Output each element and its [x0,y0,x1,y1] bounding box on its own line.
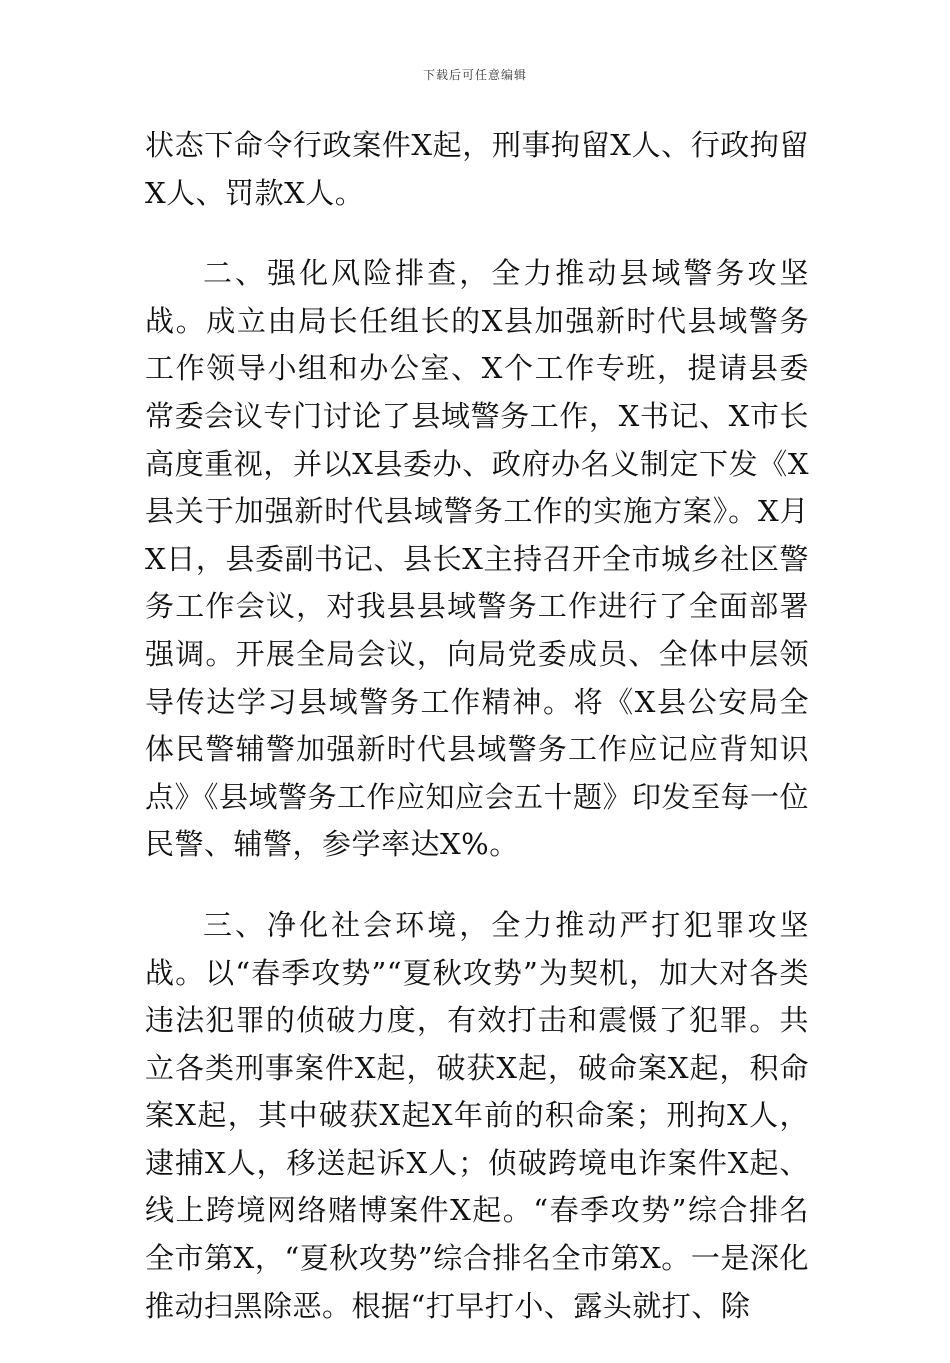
paragraph-section-two: 二、强化风险排查，全力推动县域警务攻坚战。成立由局长任组长的X县加强新时代县域警务工作领导小组和办公室、X个工作专班，提请县委常委会议专门讨论了县域警务工作，X书记、X市长高度重视，并以X县委办、政府办名义制定下发《X县关于加强新时代县域警务工作的实施方案》。X月X日，县委副书记、县长X主持召开全市城乡社区警务工作会议，对我县县域警务工作进行了全面部署强调。开展全局会议，向局党委成员、全体中层领导传达学习县域警务工作精神。将《X县公安局全体民警辅警加强新时代县域警务工作应记应背知识点》《县域警务工作应知应会五十题》印发至每一位民警、辅警，参学率达X%。 [145,256,810,862]
paragraph-continuation: 状态下命令行政案件X起，刑事拘留X人、行政拘留X人、罚款X人。 [145,128,809,210]
paragraph-section-three: 三、净化社会环境，全力推动严打犯罪攻坚战。以“春季攻势”“夏秋攻势”为契机，加大对各类违法犯罪的侦破力度，有效打击和震慑了犯罪。共立各类刑事案件X起，破获X起，破命案X起，积命案X起，其中破获X起X年前的积命案；刑拘X人，逮捕X人，移送起诉X人；侦破跨境电诈案件X起、线上跨境网络赌博案件X起。“春季攻势”综合排名全市第X，“夏秋攻势”综合排名全市第X。一是深化推动扫黑除恶。根据“打早打小、露头就打、除 [145,907,809,1323]
document-body [145,122,809,1363]
page-header-note: 下载后可任意编辑 [422,68,527,82]
